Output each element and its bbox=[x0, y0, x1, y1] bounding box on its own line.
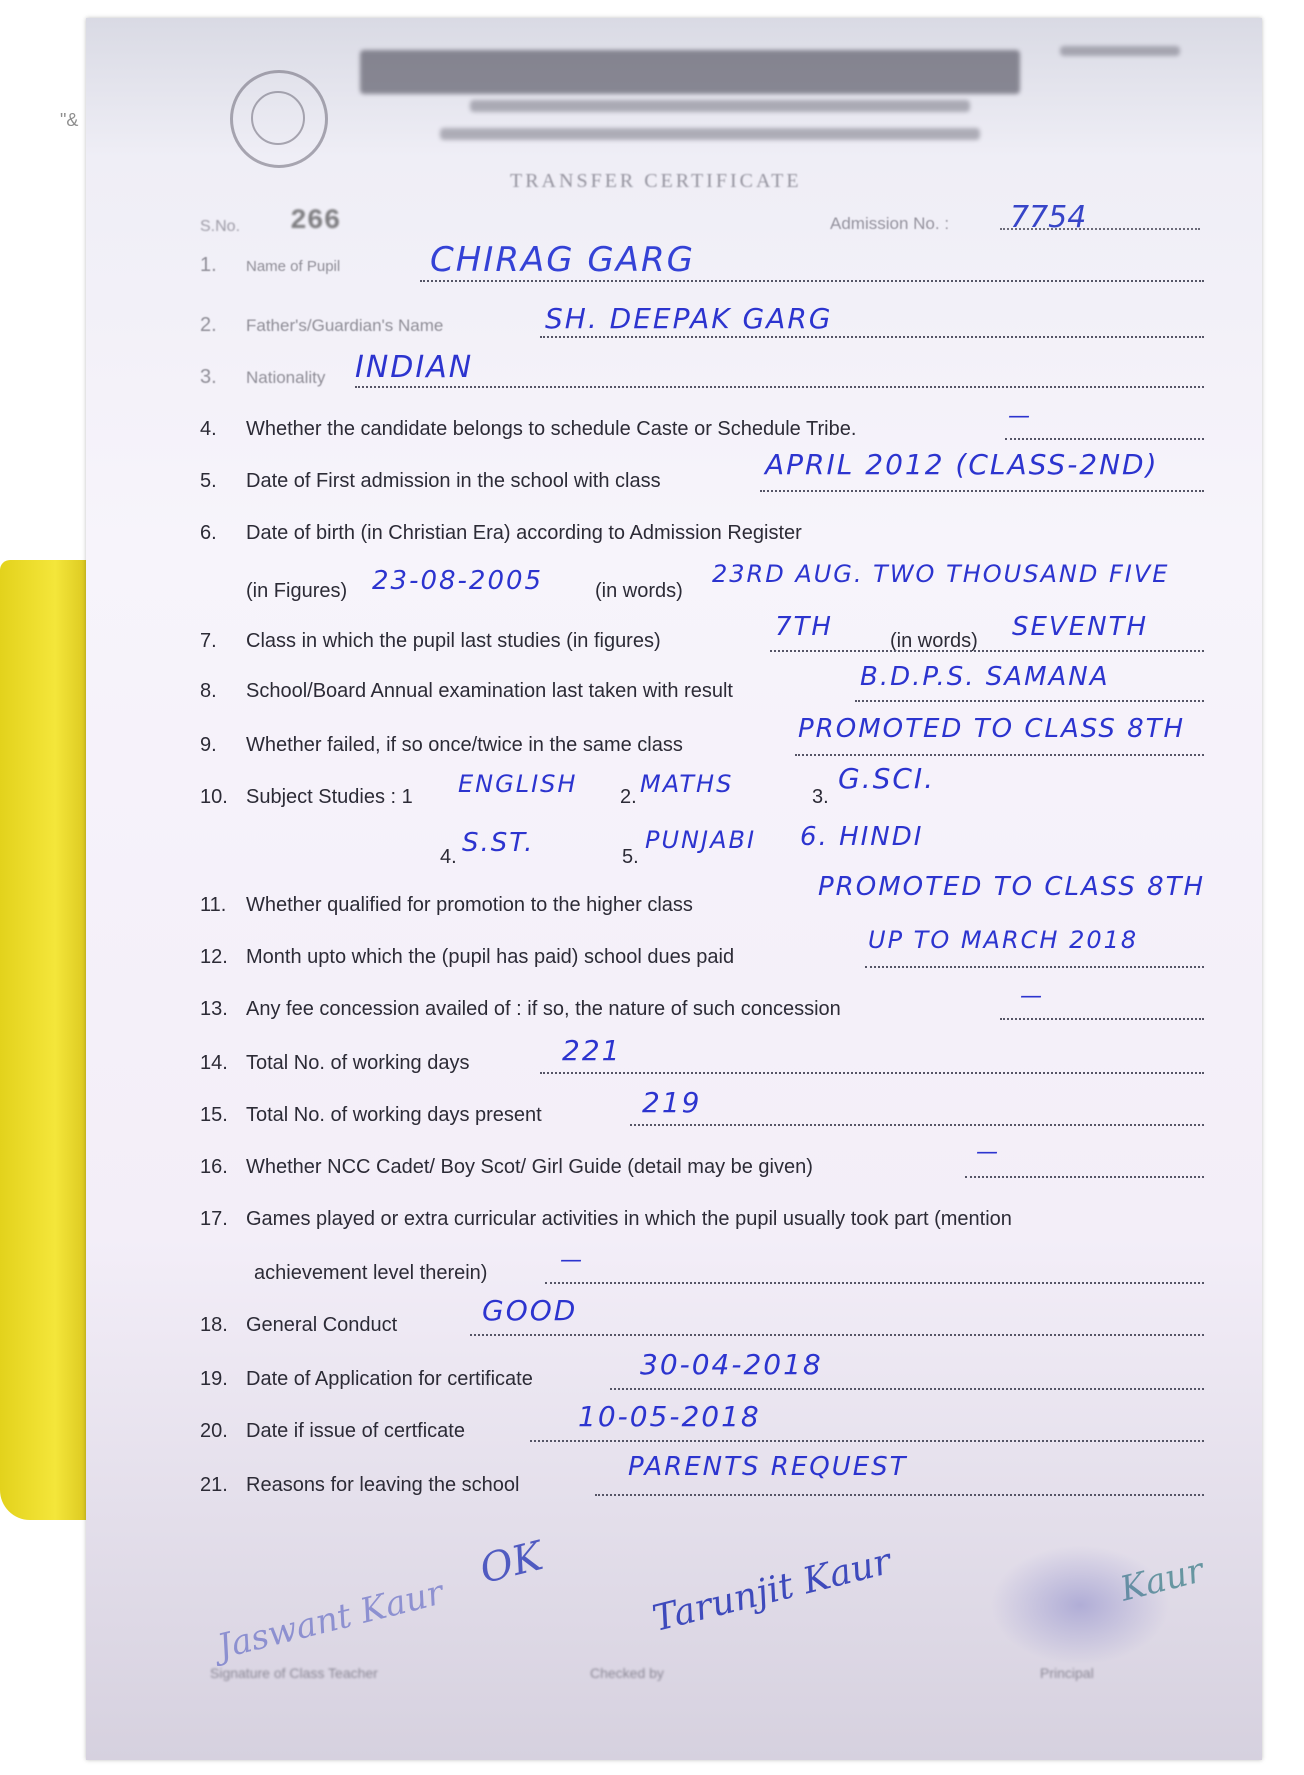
row-label: Whether the candidate belongs to schedule Caste or Schedule Tribe. bbox=[246, 418, 857, 440]
row-label: Date of Application for certificate bbox=[246, 1368, 533, 1390]
dots bbox=[1000, 1018, 1204, 1020]
row-label: Date if issue of certficate bbox=[246, 1420, 465, 1442]
row-label: Whether NCC Cadet/ Boy Scot/ Girl Guide (detail may be given) bbox=[246, 1156, 813, 1178]
checker-signature: OK bbox=[475, 1533, 548, 1593]
working-days-value: 221 bbox=[562, 1034, 622, 1067]
sr-no-label: S.No. bbox=[200, 218, 241, 235]
row-number: 8. bbox=[200, 680, 217, 702]
row-number: 10. bbox=[200, 786, 228, 808]
dots bbox=[545, 1282, 1204, 1284]
row-label: Subject Studies : 1 bbox=[246, 786, 413, 808]
form-row-17 bbox=[200, 1208, 1204, 1248]
dob-words-value: 23RD AUG. TWO THOUSAND FIVE bbox=[712, 560, 1170, 588]
dots bbox=[610, 1388, 1204, 1390]
school-crest-icon bbox=[230, 70, 328, 168]
admission-label: Admission No. : bbox=[830, 214, 950, 233]
pen-mark: "& bbox=[60, 110, 79, 130]
school-name bbox=[360, 50, 1020, 94]
class-teacher-label: Signature of Class Teacher bbox=[210, 1665, 378, 1681]
activities-value: — bbox=[560, 1248, 584, 1273]
subject-3-label: 3. bbox=[812, 786, 829, 808]
affiliation-line bbox=[470, 100, 970, 112]
row-label: School/Board Annual examination last taken with result bbox=[246, 680, 733, 702]
subject-2-value: MATHS bbox=[640, 770, 734, 798]
principal-stamp bbox=[990, 1545, 1170, 1665]
row-label: Name of Pupil bbox=[246, 258, 341, 275]
father-name-value: SH. DEEPAK GARG bbox=[545, 302, 833, 335]
dots bbox=[865, 966, 1204, 968]
application-date-value: 30-04-2018 bbox=[640, 1348, 823, 1381]
dots bbox=[595, 1494, 1204, 1496]
subject-3-value: G.SCI. bbox=[838, 762, 936, 795]
dots bbox=[540, 1072, 1204, 1074]
row-number: 9. bbox=[200, 734, 217, 756]
exam-result-value: B.D.P.S. SAMANA bbox=[860, 662, 1110, 692]
row-number: 2. bbox=[200, 314, 217, 336]
row-label: Date of First admission in the school with class bbox=[246, 470, 661, 492]
row-number: 17. bbox=[200, 1208, 228, 1230]
row-number: 21. bbox=[200, 1474, 228, 1496]
row-label: Whether qualified for promotion to the higher class bbox=[246, 894, 693, 916]
row-label: Whether failed, if so once/twice in the same class bbox=[246, 734, 683, 756]
row-number: 13. bbox=[200, 998, 228, 1020]
subject-4-value: S.ST. bbox=[462, 828, 535, 858]
row-label: Total No. of working days present bbox=[246, 1104, 542, 1126]
row-number: 20. bbox=[200, 1420, 228, 1442]
admission-dots bbox=[1000, 228, 1200, 230]
pupil-name-value: CHIRAG GARG bbox=[430, 240, 695, 280]
row-label: Month upto which the (pupil has paid) school dues paid bbox=[246, 946, 735, 968]
row-label: (in words) bbox=[890, 630, 978, 652]
days-present-value: 219 bbox=[642, 1086, 702, 1119]
row-number: 16. bbox=[200, 1156, 228, 1178]
caste-value: — bbox=[1008, 404, 1032, 429]
row-label: (in words) bbox=[595, 580, 683, 602]
dots bbox=[965, 1176, 1204, 1178]
yellow-sticky-tab bbox=[0, 560, 92, 1520]
checked-by-label: Checked by bbox=[590, 1665, 664, 1681]
subject-1-value: ENGLISH bbox=[458, 770, 578, 798]
subject-4-label: 4. bbox=[440, 846, 457, 868]
class-teacher-signature: Jaswant Kaur bbox=[213, 1572, 448, 1668]
row-label: achievement level therein) bbox=[254, 1262, 488, 1284]
form-row-1 bbox=[200, 254, 1204, 294]
row-number: 11. bbox=[200, 894, 227, 916]
issue-date-value: 10-05-2018 bbox=[578, 1400, 761, 1433]
dues-paid-value: UP TO MARCH 2018 bbox=[868, 926, 1139, 954]
second-signature: Tarunjit Kaur bbox=[648, 1541, 895, 1640]
dots bbox=[770, 650, 1204, 652]
row-number: 14. bbox=[200, 1052, 228, 1074]
class-figures-value: 7TH bbox=[775, 612, 833, 642]
subject-6-value: 6. HINDI bbox=[800, 822, 924, 852]
row-label: Total No. of working days bbox=[246, 1052, 470, 1074]
subject-5-label: 5. bbox=[622, 846, 639, 868]
dots bbox=[540, 336, 1204, 338]
dots bbox=[355, 386, 1204, 388]
subject-2-label: 2. bbox=[620, 786, 637, 808]
row-label: Any fee concession availed of : if so, the nature of such concession bbox=[246, 998, 841, 1020]
row-number: 4. bbox=[200, 418, 217, 440]
class-words-value: SEVENTH bbox=[1012, 612, 1149, 642]
row-label: Class in which the pupil last studies (in figures) bbox=[246, 630, 661, 652]
row-number: 12. bbox=[200, 946, 228, 968]
dots bbox=[470, 1334, 1204, 1336]
subject-5-value: PUNJABI bbox=[645, 826, 757, 854]
dots bbox=[420, 280, 1204, 282]
dots bbox=[1005, 438, 1204, 440]
promotion-value: PROMOTED TO CLASS 8TH bbox=[818, 872, 1206, 902]
row-number: 15. bbox=[200, 1104, 228, 1126]
row-label: (in Figures) bbox=[246, 580, 348, 602]
row-label: Reasons for leaving the school bbox=[246, 1474, 520, 1496]
address-line bbox=[440, 128, 980, 140]
row-label: Date of birth (in Christian Era) according to Admission Register bbox=[246, 522, 802, 544]
row-label: General Conduct bbox=[246, 1314, 398, 1336]
row-label: Nationality bbox=[246, 368, 326, 387]
certificate-title: TRANSFER CERTIFICATE bbox=[510, 170, 802, 192]
ncc-value: — bbox=[976, 1140, 1000, 1165]
principal-label: Principal bbox=[1040, 1665, 1094, 1681]
dob-figures-value: 23-08-2005 bbox=[372, 566, 544, 596]
dots bbox=[530, 1440, 1204, 1442]
concession-value: — bbox=[1020, 984, 1044, 1009]
row-number: 5. bbox=[200, 470, 217, 492]
row-number: 3. bbox=[200, 366, 217, 388]
row-number: 7. bbox=[200, 630, 217, 652]
conduct-value: GOOD bbox=[482, 1294, 578, 1327]
form-row-6 bbox=[200, 522, 1204, 562]
sr-no-value: 266 bbox=[290, 206, 341, 237]
dots bbox=[795, 754, 1204, 756]
row-number: 1. bbox=[200, 254, 217, 276]
row-number: 18. bbox=[200, 1314, 228, 1336]
row-number: 19. bbox=[200, 1368, 228, 1390]
dots bbox=[630, 1124, 1204, 1126]
row-number: 6. bbox=[200, 522, 217, 544]
row-label: Games played or extra curricular activities in which the pupil usually took part (mention bbox=[246, 1208, 1012, 1230]
first-admission-value: APRIL 2012 (CLASS-2ND) bbox=[765, 448, 1159, 481]
reason-value: PARENTS REQUEST bbox=[628, 1452, 908, 1482]
principal-signature: Kaur bbox=[1116, 1550, 1208, 1610]
registration-number bbox=[1060, 46, 1180, 56]
admission-value: 7754 bbox=[1010, 200, 1087, 235]
failed-value: PROMOTED TO CLASS 8TH bbox=[798, 714, 1186, 744]
dots bbox=[760, 490, 1204, 492]
row-label: Father's/Guardian's Name bbox=[246, 316, 444, 335]
nationality-value: INDIAN bbox=[355, 350, 474, 385]
dots bbox=[855, 700, 1204, 702]
